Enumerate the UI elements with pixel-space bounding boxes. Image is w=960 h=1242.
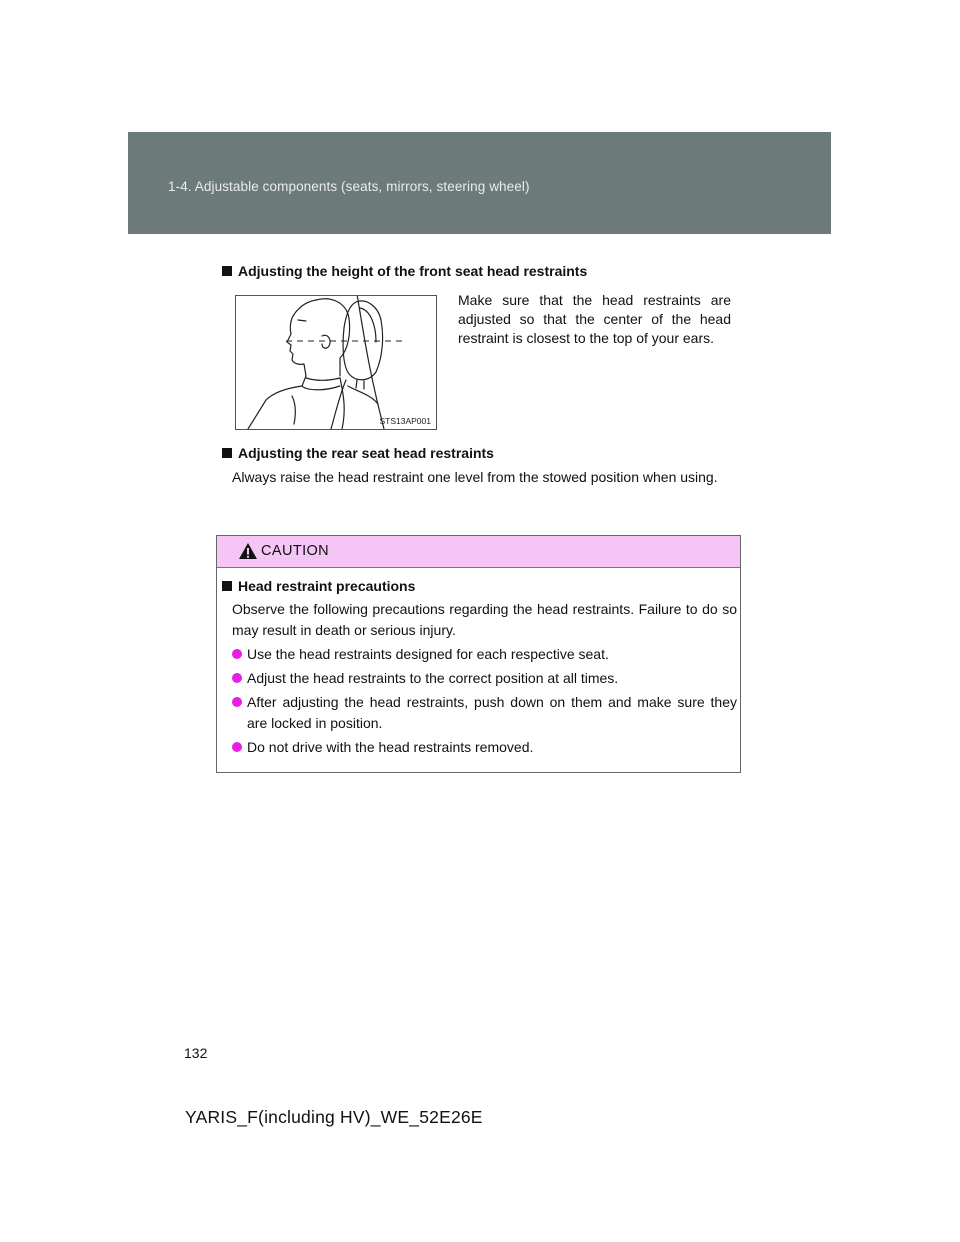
head-restraint-figure (235, 295, 437, 430)
list-item: Use the head restraints designed for each respective seat. (232, 644, 737, 665)
caution-heading: Head restraint precautions (222, 578, 415, 594)
head-restraint-illustration (236, 296, 436, 429)
warning-triangle-icon (238, 542, 258, 560)
caution-box (216, 535, 741, 773)
list-item: After adjusting the head restraints, push down on them and make sure they are locked in position. (232, 692, 737, 734)
caution-title-bar (217, 536, 740, 568)
square-bullet-icon (222, 448, 232, 458)
footer-model-code: YARIS_F(including HV)_WE_52E26E (185, 1107, 483, 1127)
collar-line (306, 378, 340, 380)
shoulder-front (248, 376, 306, 429)
bullet-dot-icon (232, 697, 242, 707)
face-profile (287, 300, 316, 376)
caution-bullet-list (232, 644, 737, 761)
rear-restraint-body: Always raise the head restraint one level from the stowed position when using. (232, 469, 718, 485)
bullet-dot-icon (232, 742, 242, 752)
square-bullet-icon (222, 266, 232, 276)
list-item: Adjust the head restraints to the correct position at all times. (232, 668, 737, 689)
section-title: 1-4. Adjustable components (seats, mirrors, steering wheel) (168, 179, 530, 194)
figure-code: STS13AP001 (379, 416, 431, 426)
list-item: Do not drive with the head restraints removed. (232, 737, 737, 758)
square-bullet-icon (222, 581, 232, 591)
ear-outline (322, 335, 330, 348)
bullet-dot-icon (232, 649, 242, 659)
page-number: 132 (184, 1045, 208, 1061)
front-head-restraint-heading: Adjusting the height of the front seat head restraints (222, 263, 587, 279)
rear-head-restraint-heading: Adjusting the rear seat head restraints (222, 445, 494, 461)
front-restraint-description: Make sure that the head restraints are adjusted so that the center of the head restraint is closest to the top of your ears. (458, 292, 731, 346)
caution-intro: Observe the following precautions regarding the head restraints. Failure to do so may result in death or serious injury. (232, 601, 737, 638)
bullet-dot-icon (232, 673, 242, 683)
caution-title: CAUTION (261, 543, 330, 559)
